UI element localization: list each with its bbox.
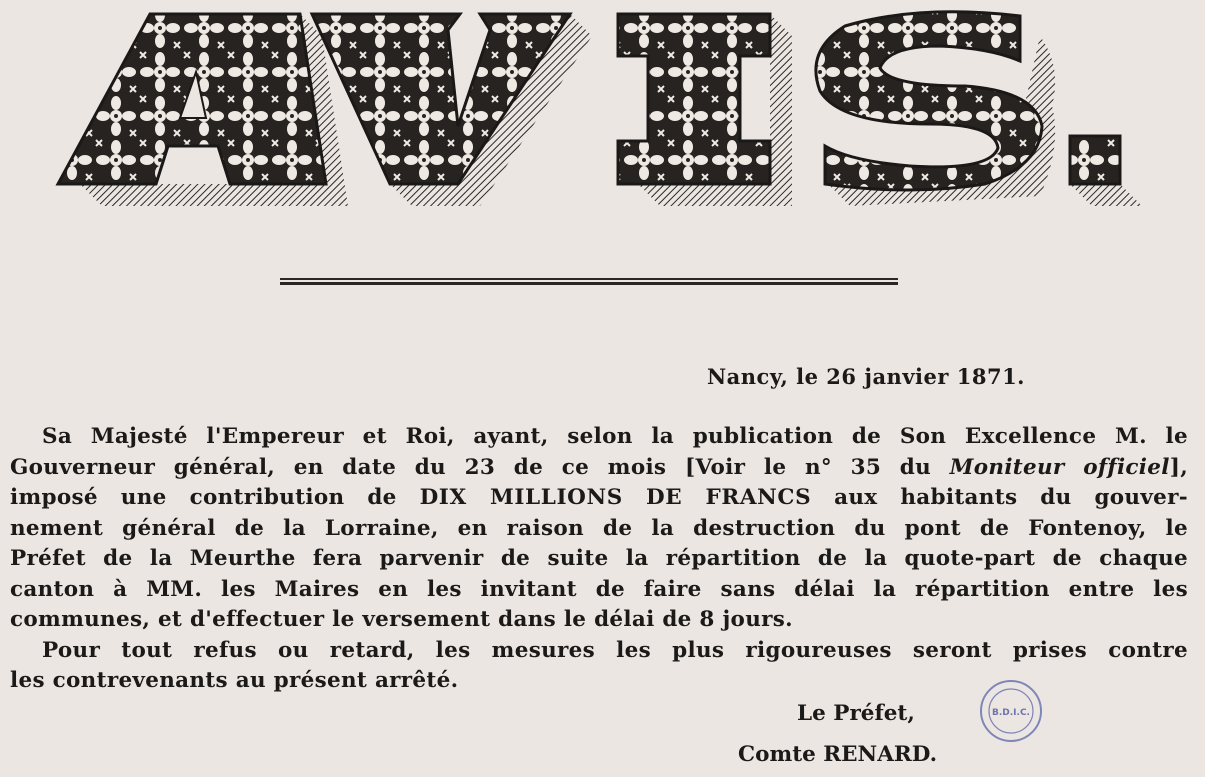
signature-title: Le Préfet, [797, 701, 915, 726]
title-banner [50, 6, 1150, 211]
letter-i [618, 14, 792, 206]
signature-name [738, 742, 937, 767]
library-stamp [978, 678, 1044, 744]
moniteur-reference: Moniteur officiel [949, 454, 1170, 480]
body-line: canton à MM. les Maires en les invitant de faire sans délai la répartition entre les [10, 576, 1188, 602]
divider-rule [280, 278, 898, 285]
letter-period [1070, 136, 1142, 206]
letter-a [58, 14, 348, 206]
body-line [10, 483, 1188, 514]
decree-body [10, 422, 1188, 697]
body-line: Pour tout refus ou retard, les mesures les plus rigoureuses seront prises contre [42, 637, 1188, 663]
body-line [10, 453, 1188, 484]
signature-name-prefix: Comte [738, 742, 824, 767]
stamp-text: B.D.I.C. [992, 708, 1030, 718]
body-line: Sa Majesté l'Empereur et Roi, ayant, selon la publication de Son Excellence M. le [42, 424, 1188, 449]
signature-surname: RENARD. [823, 742, 938, 767]
body-text-segment: imposé une contribution de [10, 485, 420, 510]
contribution-amount: DIX MILLIONS DE FRANCS [419, 485, 812, 510]
letter-s [816, 12, 1055, 206]
body-line: Préfet de la Meurthe fera parvenir de suite la répartition de la quote-part de chaque [10, 546, 1188, 571]
body-text-segment: Gouverneur général, en date du 23 de ce mois [Voir le n° 35 du [10, 454, 950, 480]
body-text-segment: ], [1169, 454, 1188, 480]
letter-v [312, 14, 592, 206]
title-avis-logo [50, 6, 1150, 211]
body-text-segment: aux habitants du gouver- [811, 485, 1188, 510]
dateline: Nancy, le 26 janvier 1871. [706, 364, 1025, 389]
body-line: les contrevenants au présent arrêté. [10, 668, 459, 693]
body-line: communes, et d'effectuer le versement dans le délai de 8 jours. [10, 607, 793, 632]
body-line: nement général de la Lorraine, en raison de la destruction du pont de Fontenoy, le [10, 515, 1188, 541]
